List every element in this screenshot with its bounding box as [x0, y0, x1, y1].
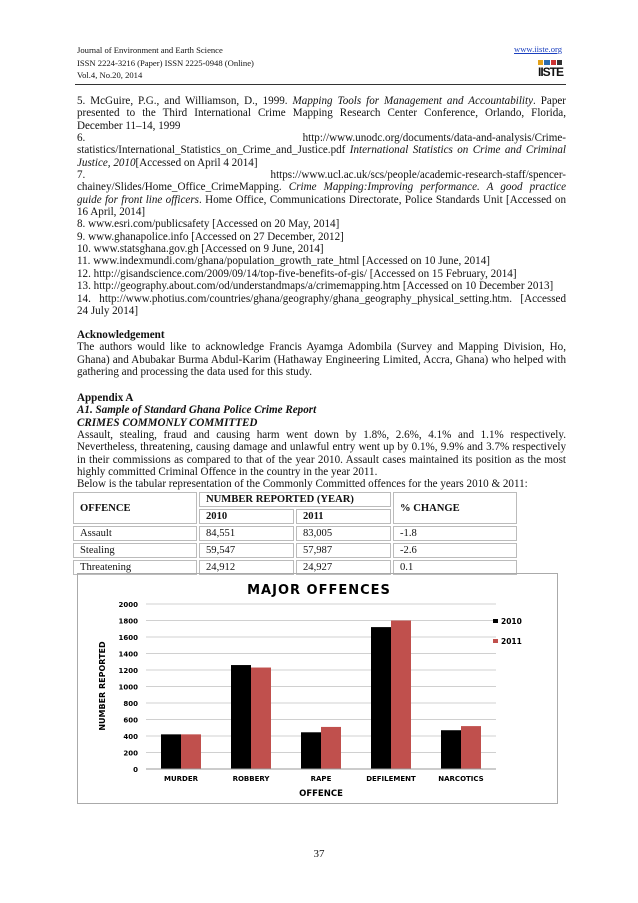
website-link[interactable]: www.iiste.org [514, 44, 562, 54]
reference-plain: 12. http://gisandscience.com/2009/09/14/top-five-benefits-of-gis/ [Accessed on 15 February, 2014] [77, 267, 517, 280]
y-tick-label: 400 [123, 733, 138, 741]
bar-2010-narcotics [441, 730, 461, 769]
reference-plain: 5. McGuire, P.G., and Williamson, D., 1999. [77, 95, 293, 107]
appendix-subheading: A1. Sample of Standard Ghana Police Crime Report [77, 404, 317, 417]
appendix-section [77, 392, 566, 491]
reference-item [77, 280, 566, 292]
cell-2011: 83,005 [296, 526, 391, 541]
reference-item [77, 95, 566, 132]
bar-2011-defilement [391, 621, 411, 770]
y-tick-label: 1000 [118, 683, 138, 692]
cell-2010: 84,551 [199, 526, 294, 541]
cell-change: 0.1 [393, 560, 517, 575]
header-offence: OFFENCE [73, 492, 197, 524]
reference-italic: International Statistics on Crime and Criminal Justice, 2010 [77, 144, 566, 169]
major-offences-chart [77, 573, 558, 804]
journal-issn: ISSN 2224-3216 (Paper) ISSN 2225-0948 (Online) [77, 57, 254, 68]
journal-volume: Vol.4, No.20, 2014 [77, 70, 143, 81]
acknowledgement-heading: Acknowledgement [77, 329, 165, 341]
legend-label-2010: 2010 [501, 617, 522, 626]
header-2011: 2011 [296, 509, 391, 524]
cell-2010: 24,912 [199, 560, 294, 575]
cell-2011: 57,987 [296, 543, 391, 558]
reference-plain: 13. http://geography.about.com/od/understandmaps/a/crimemapping.htm [Accessed on 10 December 2013] [77, 280, 554, 293]
legend-swatch-2011 [493, 639, 498, 643]
section-heading: CRIMES COMMONLY COMMITTED [77, 416, 258, 429]
x-tick-label: DEFILEMENT [366, 775, 416, 783]
reference-plain: 11. www.indexmundi.com/ghana/population_growth_rate_html [Accessed on 10 June, 2014] [77, 255, 490, 268]
x-tick-label: NARCOTICS [438, 775, 484, 783]
reference-item [77, 243, 566, 255]
header-2010: 2010 [199, 509, 294, 524]
reference-plain: 6. http://www.unodc.org/documents/data-and-analysis/Crime-statistics/International_Statistics_on_Crime_and_Justice.pdf [77, 132, 566, 157]
reference-item [77, 169, 566, 218]
reference-italic: Mapping Tools for Management and Accountability [292, 95, 533, 107]
y-tick-label: 600 [123, 716, 138, 725]
acknowledgement-section [77, 329, 566, 378]
reference-list [77, 95, 566, 317]
bar-2011-murder [181, 734, 201, 769]
reference-italic: Crime Mapping:Improving performance. A good practice guide for front line officers [77, 181, 567, 206]
header-number-reported: NUMBER REPORTED (YEAR) [199, 492, 391, 507]
journal-name: Journal of Environment and Earth Science [77, 45, 223, 55]
acknowledgement-text: The authors would like to acknowledge Francis Ayamga Adombila (Survey and Mapping Division, Ho, Ghana) and Abubakar Burma Abdul-Karim (Hathaway Engineering Limited, Accra, Ghana) who helped with gathering and processing the data used for this study. [77, 341, 566, 379]
header-change: % CHANGE [393, 492, 517, 524]
cell-2010: 59,547 [199, 543, 294, 558]
x-tick-label: RAPE [310, 775, 332, 783]
cell-offence: Threatening [73, 560, 197, 575]
reference-plain: 8. www.esri.com/publicsafety [Accessed on 20 May, 2014] [77, 218, 340, 231]
bar-2010-murder [161, 734, 181, 769]
journal-header [77, 44, 254, 82]
appendix-paragraph: Assault, stealing, fraud and causing harm went down by 1.8%, 2.6%, 4.1% and 1.1% respectively. Nevertheless, threatening, causing damage and unlawful entry went up by 0.1%, 9.9% and 3.7% respectively in their commissions as compared to that of the year 2010. Assault cases maintained its position as the most highly committed Criminal Offence in the country in the year 2011. [77, 429, 566, 479]
bar-2011-robbery [251, 668, 271, 769]
legend-label-2011: 2011 [501, 637, 522, 646]
y-tick-label: 1400 [118, 650, 138, 659]
appendix-heading: Appendix A [77, 392, 134, 404]
reference-rest: . Home Office, Communications Directorate, Police Standards Unit [Accessed on 16 April, 2014] [77, 193, 566, 219]
reference-item [77, 255, 566, 267]
y-tick-label: 1800 [118, 617, 138, 626]
y-tick-label: 1200 [118, 667, 138, 675]
bar-2011-narcotics [461, 726, 481, 769]
reference-plain: 10. www.statsghana.gov.gh [Accessed on 9 June, 2014] [77, 243, 324, 256]
reference-item [77, 231, 566, 243]
x-axis-label: OFFENCE [299, 789, 343, 799]
table-row [73, 543, 517, 558]
bar-2010-rape [301, 732, 321, 769]
header-divider [75, 84, 566, 85]
bar-2011-rape [321, 727, 341, 769]
chart-title: MAJOR OFFENCES [247, 583, 391, 598]
page-number: 37 [313, 848, 325, 860]
y-axis-label: NUMBER REPORTED [98, 641, 107, 731]
table-intro: Below is the tabular representation of the Commonly Committed offences for the years 2010 & 2011: [77, 478, 528, 491]
reference-item [77, 132, 566, 169]
cell-offence: Assault [73, 526, 197, 541]
logo-text: IISTE [538, 65, 564, 79]
iiste-logo [538, 60, 562, 82]
reference-rest: . Paper presented to the Third International Crime Mapping Research Center Conference, Orlando, Florida, December 11–14, 1999 [77, 95, 566, 132]
reference-plain: 7. https://www.ucl.ac.uk/scs/people/academic-research-staff/spencer-chainey/Slides/Home_Office_CrimeMapping. [77, 169, 566, 194]
y-tick-label: 1600 [118, 634, 138, 642]
reference-rest: [Accessed on April 4 2014] [135, 156, 258, 169]
cell-2011: 24,927 [296, 560, 391, 575]
x-tick-label: MURDER [163, 775, 199, 783]
reference-plain: 14. http://www.photius.com/countries/ghana/geography/ghana_geography_physical_setting.htm. [Accessed 24 July 2014] [77, 292, 566, 317]
legend-swatch-2010 [493, 619, 498, 623]
reference-plain: 9. www.ghanapolice.info [Accessed on 27 December, 2012] [77, 230, 344, 243]
chart-svg [78, 574, 559, 805]
offences-table [71, 490, 519, 577]
cell-change: -1.8 [393, 526, 517, 541]
y-tick-label: 800 [123, 700, 138, 708]
bar-2010-robbery [231, 665, 251, 769]
y-tick-label: 2000 [118, 601, 138, 609]
x-tick-label: ROBBERY [232, 775, 270, 783]
reference-item [77, 293, 566, 318]
cell-change: -2.6 [393, 543, 517, 558]
bar-2010-defilement [371, 627, 391, 769]
y-tick-label: 0 [133, 766, 138, 774]
table-row [73, 526, 517, 541]
reference-item [77, 268, 566, 280]
reference-item [77, 218, 566, 230]
y-tick-label: 200 [123, 749, 138, 758]
cell-offence: Stealing [73, 543, 197, 558]
